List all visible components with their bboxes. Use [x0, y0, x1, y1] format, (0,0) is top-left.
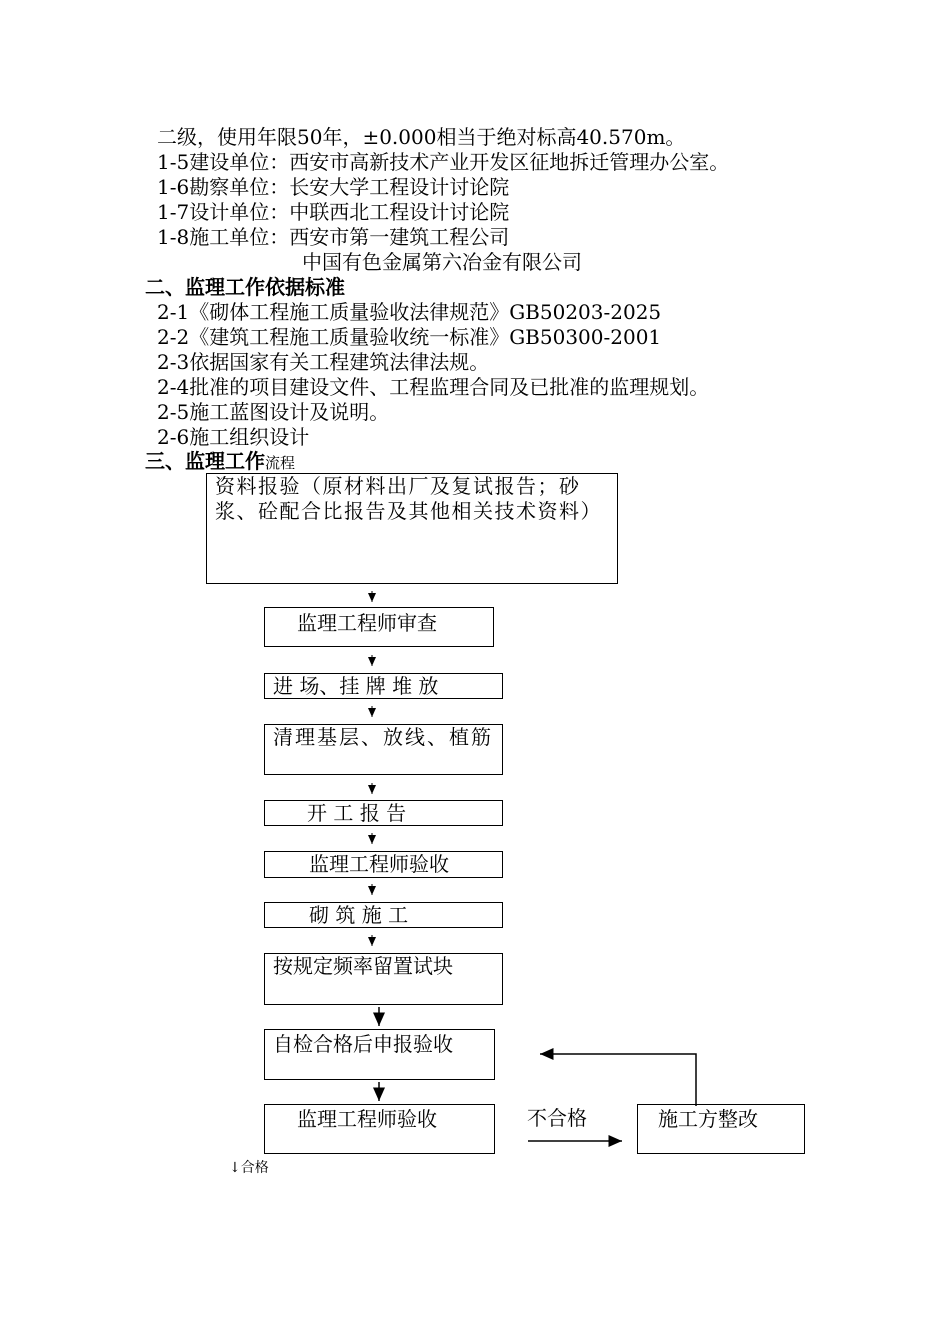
text-line-2: 1-5建设单位：西安市高新技术产业开发区征地拆迁管理办公室。 [157, 150, 730, 174]
flow-box-material-report-text: 资料报验（原材料出厂及复试报告；砂浆、砼配合比报告及其他相关技术资料） [215, 474, 602, 523]
flow-box-start-report [264, 800, 503, 826]
flow-box-masonry [264, 902, 503, 928]
flow-box-entry-stacking [264, 673, 503, 699]
text-line-3: 1-6勘察单位：长安大学工程设计讨论院 [157, 175, 510, 199]
flow-box-self-check-text: 自检合格后申报验收 [273, 1032, 453, 1056]
section-2-item-5: 2-5施工蓝图设计及说明。 [157, 400, 390, 424]
section-3-title-main: 三、监理工作 [145, 449, 265, 473]
flow-box-engineer-accept-1 [264, 851, 503, 878]
text-line-5: 1-8施工单位：西安市第一建筑工程公司 [157, 225, 510, 249]
label-qualified [229, 1160, 269, 1176]
text-line-4: 1-7设计单位：中联西北工程设计讨论院 [157, 200, 510, 224]
section-2-item-6: 2-6施工组织设计 [157, 425, 310, 449]
flow-box-self-check [264, 1029, 495, 1080]
text-line-1: 二级，使用年限50年，±0.000相当于绝对标高40.570m。 [157, 125, 686, 149]
flow-box-engineer-accept-2 [264, 1104, 495, 1154]
flow-box-start-report-text: 开 工 报 告 [307, 801, 407, 825]
section-2-title: 二、监理工作依据标准 [145, 275, 345, 299]
flow-box-engineer-accept-1-text: 监理工程师验收 [309, 852, 449, 876]
section-2-item-1: 2-1《砌体工程施工质量验收法律规范》GB50203-2025 [157, 300, 662, 324]
flow-box-clean-base-text: 清理基层、放线、植筋 [273, 725, 493, 749]
section-2-item-4: 2-4批准的项目建设文件、工程监理合同及已批准的监理规划。 [157, 375, 710, 399]
flow-box-test-blocks-text: 按规定频率留置试块 [273, 954, 453, 978]
arrow-return [540, 1054, 696, 1106]
flow-box-engineer-review [264, 607, 494, 647]
flow-box-test-blocks [264, 953, 503, 1005]
section-2-item-2: 2-2《建筑工程施工质量验收统一标准》GB50300-2001 [157, 325, 662, 349]
flow-box-masonry-text: 砌 筑 施 工 [309, 903, 409, 927]
flow-box-clean-base [264, 724, 503, 775]
label-not-qualified: 不合格 [527, 1106, 587, 1130]
qualified-arrow-icon: ↓ [229, 1160, 241, 1176]
small-arrows [372, 591, 379, 1101]
section-3-title-small: 流程 [265, 454, 296, 472]
text-line-6: 中国有色金属第六冶金有限公司 [302, 250, 582, 274]
flow-box-rectification-text: 施工方整改 [658, 1107, 758, 1131]
flow-box-rectification [637, 1104, 805, 1154]
flow-box-engineer-accept-2-text: 监理工程师验收 [297, 1107, 437, 1131]
flow-box-entry-stacking-text: 进 场、挂 牌 堆 放 [273, 674, 439, 698]
flow-box-material-report [206, 473, 618, 584]
flow-box-engineer-review-text: 监理工程师审查 [297, 611, 437, 635]
label-qualified-text: 合格 [240, 1160, 269, 1176]
section-2-item-3: 2-3依据国家有关工程建筑法律法规。 [157, 350, 490, 374]
